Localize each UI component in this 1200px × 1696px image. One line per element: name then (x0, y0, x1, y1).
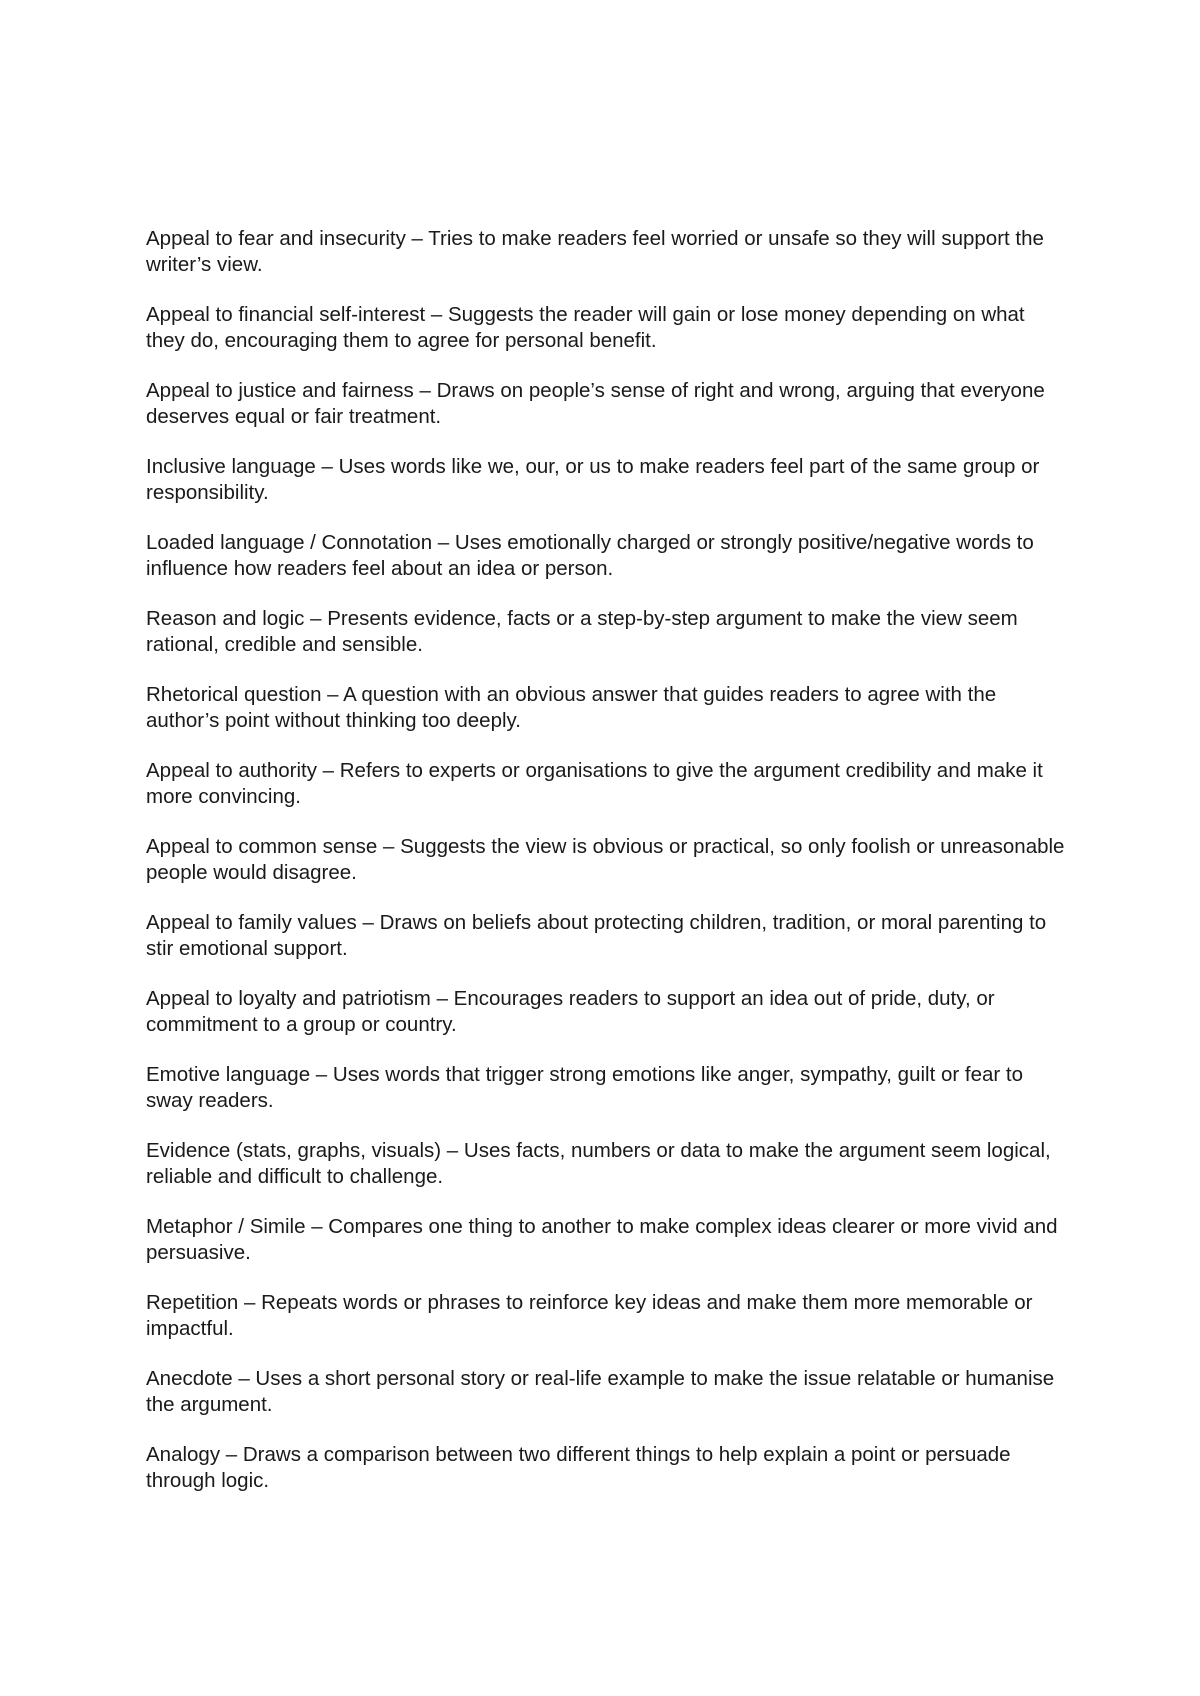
paragraph-repetition: Repetition – Repeats words or phrases to reinforce key ideas and make them more memorable or impactful. (146, 1291, 1033, 1340)
paragraph-appeal-to-financial-self-interest: Appeal to financial self-interest – Suggests the reader will gain or lose money depending on what they do, encouraging them to agree for personal benefit. (146, 303, 1025, 352)
document-body (146, 226, 1066, 1518)
paragraph-inclusive-language: Inclusive language – Uses words like we, our, or us to make readers feel part of the same group or responsibility. (146, 455, 1040, 504)
paragraph-metaphor-simile: Metaphor / Simile – Compares one thing to another to make complex ideas clearer or more vivid and persuasive. (146, 1215, 1058, 1264)
paragraph-anecdote: Anecdote – Uses a short personal story or real-life example to make the issue relatable or humanise the argument. (146, 1367, 1055, 1416)
paragraph-reason-and-logic: Reason and logic – Presents evidence, facts or a step-by-step argument to make the view seem rational, credible and sensible. (146, 607, 1018, 656)
paragraph-analogy: Analogy – Draws a comparison between two different things to help explain a point or persuade through logic. (146, 1443, 1011, 1492)
paragraph-appeal-to-loyalty: Appeal to loyalty and patriotism – Encourages readers to support an idea out of pride, duty, or commitment to a group or country. (146, 987, 995, 1036)
paragraph-appeal-to-common-sense: Appeal to common sense – Suggests the view is obvious or practical, so only foolish or unreasonable people would disagree. (146, 835, 1065, 884)
paragraph-appeal-to-family-values: Appeal to family values – Draws on beliefs about protecting children, tradition, or moral parenting to stir emotional support. (146, 911, 1047, 960)
paragraph-appeal-to-fear: Appeal to fear and insecurity – Tries to make readers feel worried or unsafe so they will support the writer’s view. (146, 227, 1044, 276)
paragraph-rhetorical-question: Rhetorical question – A question with an obvious answer that guides readers to agree with the author’s point without thinking too deeply. (146, 683, 997, 732)
paragraph-emotive-language: Emotive language – Uses words that trigger strong emotions like anger, sympathy, guilt or fear to sway readers. (146, 1063, 1024, 1112)
paragraph-loaded-language: Loaded language / Connotation – Uses emotionally charged or strongly positive/negative words to influence how readers feel about an idea or person. (146, 531, 1034, 580)
paragraph-evidence: Evidence (stats, graphs, visuals) – Uses facts, numbers or data to make the argument seem logical, reliable and difficult to challenge. (146, 1139, 1051, 1188)
paragraph-appeal-to-justice: Appeal to justice and fairness – Draws on people’s sense of right and wrong, arguing that everyone deserves equal or fair treatment. (146, 379, 1045, 428)
paragraph-appeal-to-authority: Appeal to authority – Refers to experts or organisations to give the argument credibility and make it more convincing. (146, 759, 1043, 808)
